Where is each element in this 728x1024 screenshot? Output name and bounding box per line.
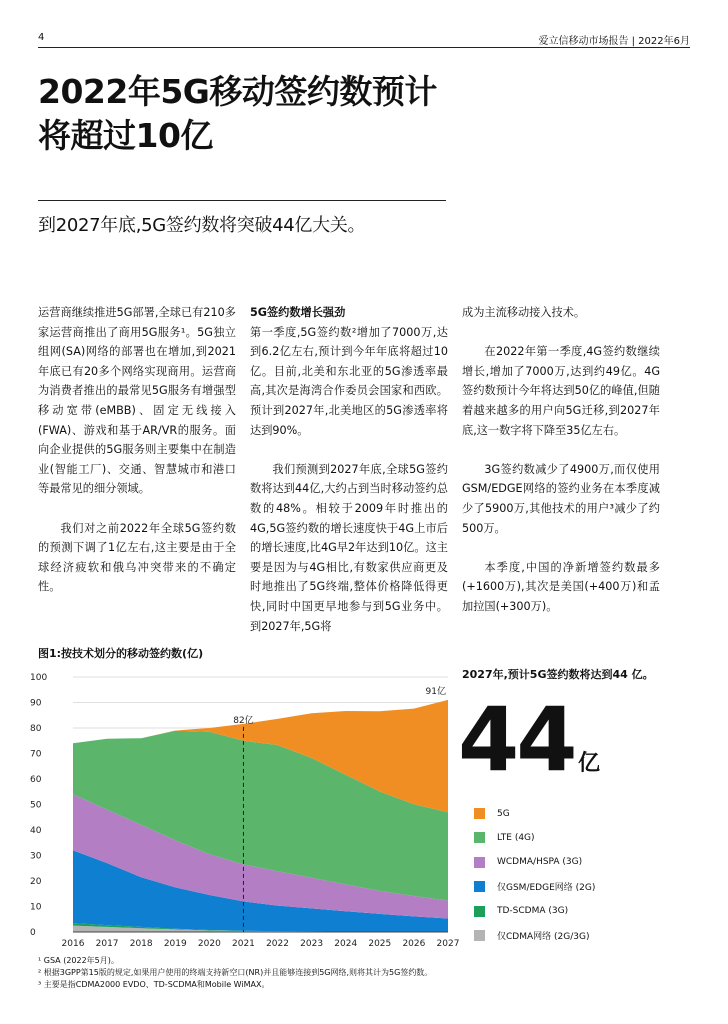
page-title (38, 70, 478, 158)
y-tick-label: 70 (30, 749, 42, 760)
x-tick-label: 2016 (61, 939, 85, 949)
subtitle: 到2027年底,5G签约数将突破44亿大关。 (38, 215, 366, 236)
title-line-1: 2022年5G移动签约数预计 (38, 72, 437, 111)
x-tick-label: 2025 (368, 939, 392, 949)
legend-swatch (474, 930, 485, 941)
legend-item-5g (474, 803, 694, 824)
section-heading: 5G签约数增长强劲 (250, 306, 346, 319)
title-line-2: 将超过10亿 (38, 116, 213, 155)
paragraph: 我们对之前2022年全球5G签约数的预测下调了1亿左右,这主要是由于全球经济疲软和俄乌冲突带来的不确定性。 (38, 521, 236, 594)
y-tick-label: 10 (30, 902, 42, 913)
y-tick-label: 80 (30, 724, 42, 734)
x-tick-label: 2023 (300, 939, 324, 949)
y-tick-label: 20 (30, 877, 42, 887)
paragraph: 第一季度,5G签约数²增加了7000万,达到6.2亿左右,预计到今年年底将超过10亿。目前,北美和东北亚的5G渗透率最高,其次是海湾合作委员会国家和西欧。预计到2027年,北美地区的5G渗透率将达到90%。 (250, 325, 448, 437)
big-stat-caption: 2027年,预计5G签约数将达到44 亿。 (462, 668, 654, 681)
y-tick-label: 90 (30, 698, 42, 709)
x-tick-label: 2021 (232, 939, 255, 949)
chart-legend (474, 803, 694, 949)
legend-swatch (474, 808, 485, 819)
legend-label: WCDMA/HSPA (3G) (497, 857, 583, 868)
x-tick-label: 2027 (436, 939, 460, 949)
paragraph: 运营商继续推进5G部署,全球已有210多家运营商推出了商用5G服务¹。5G独立组网(SA)网络的部署也在增加,到2021年底已有20多个网络实现商用。运营商为消费者推出的最常见5G服务有增强型移动宽带(eMBB)、固定无线接入(FWA)、游戏和基于AR/VR的服务。面向企业提供的5G服务则主要集中在制造业(智能工厂)、交通、智慧城市和港口等最常见的细分领域。 (38, 306, 236, 496)
x-tick-label: 2024 (334, 939, 358, 949)
legend-item-tdscdma (474, 901, 694, 922)
y-tick-label: 0 (30, 928, 36, 938)
x-tick-label: 2022 (266, 939, 289, 949)
y-tick-label: 60 (30, 775, 42, 785)
big-stat-unit: 亿 (578, 751, 601, 776)
annotation-label: 91亿 (425, 686, 446, 697)
report-header: 爱立信移动市场报告 | 2022年6月 (538, 36, 690, 47)
text-column-2 (250, 303, 448, 656)
legend-swatch (474, 906, 485, 917)
paragraph: 在2022年第一季度,4G签约数继续增长,增加了7000万,达到约49亿。4G签约数预计今年将达到50亿的峰值,但随着越来越多的用户向5G迁移,到2027年底,这一数字将下降至35亿左右。 (462, 345, 660, 437)
y-tick-label: 50 (30, 800, 42, 811)
footnote: ¹ GSA (2022年5月)。 (38, 956, 119, 965)
legend-label: LTE (4G) (497, 832, 535, 843)
x-tick-label: 2020 (197, 939, 221, 949)
text-column-1 (38, 303, 236, 617)
y-tick-label: 40 (30, 826, 42, 836)
footnote: ³ 主要是指CDMA2000 EVDO、TD-SCDMA和Mobile WiMAX。 (38, 980, 270, 989)
stacked-area-chart (28, 664, 464, 950)
figure-caption: 图1:按技术划分的移动签约数(亿) (38, 647, 204, 660)
x-tick-label: 2019 (163, 939, 187, 949)
x-tick-label: 2017 (95, 939, 119, 949)
big-stat-number: 44 (458, 688, 575, 791)
legend-swatch (474, 857, 485, 868)
legend-item-lte (474, 827, 694, 848)
header-divider (38, 47, 690, 48)
page-number: 4 (38, 32, 45, 43)
text-column-3 (462, 303, 660, 636)
legend-label: 5G (497, 808, 510, 819)
x-tick-label: 2018 (129, 939, 153, 949)
y-tick-label: 100 (30, 673, 48, 683)
legend-item-gsm (474, 876, 694, 897)
paragraph: 本季度,中国的净新增签约数最多(+1600万),其次是美国(+400万)和孟加拉国(+300万)。 (462, 560, 660, 613)
annotation-label: 82亿 (233, 715, 254, 726)
legend-swatch (474, 881, 485, 892)
legend-swatch (474, 832, 485, 843)
footnote: ² 根据3GPP第15版的规定,如果用户使用的终端支持新空口(NR)并且能够连接到5G网络,则将其计为5G签约数。 (38, 968, 433, 977)
y-tick-label: 30 (30, 851, 42, 862)
legend-item-wcdma (474, 852, 694, 873)
subtitle-divider (38, 200, 446, 201)
legend-label: 仅CDMA网络 (2G/3G) (497, 931, 590, 942)
paragraph: 我们预测到2027年底,全球5G签约数将达到44亿,大约占到当时移动签约总数的48%。相较于2009年时推出的4G,5G签约数的增长速度快于4G上市后的增长速度,比4G早2年达到10亿。这主要是因为与4G相比,有数家供应商更及时地推出了5G终端,整体价格降低得更快,同时中国更早地参与到5G业务中。到2027年,5G将 (250, 462, 448, 633)
legend-label: 仅GSM/EDGE网络 (2G) (497, 883, 596, 894)
legend-label: TD-SCDMA (3G) (497, 906, 569, 917)
paragraph: 成为主流移动接入技术。 (462, 306, 586, 319)
legend-item-cdma (474, 925, 694, 946)
x-tick-label: 2026 (402, 939, 426, 949)
footnotes (38, 955, 432, 991)
paragraph: 3G签约数减少了4900万,而仅使用GSM/EDGE网络的签约业务在本季度减少了5900万,其他技术的用户³减少了约500万。 (462, 462, 660, 535)
